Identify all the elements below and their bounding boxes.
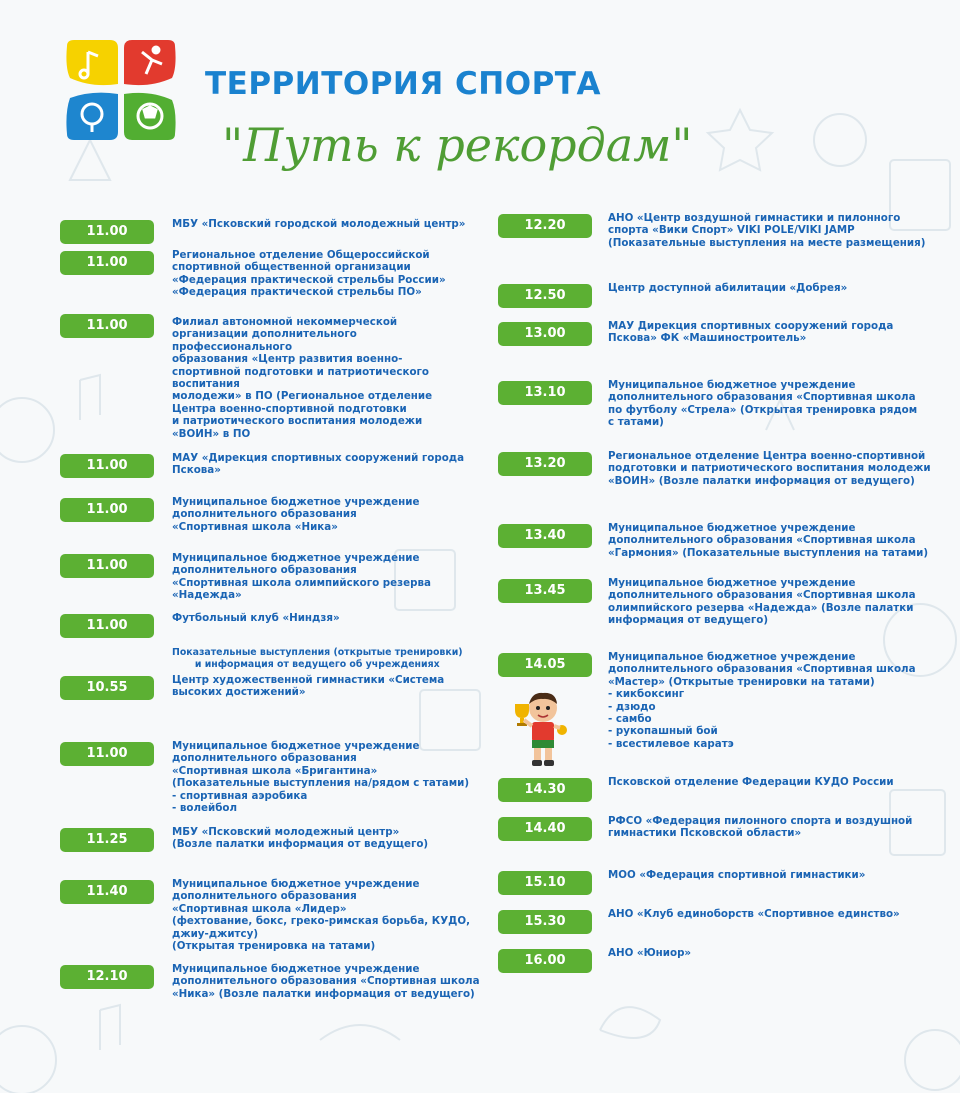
left-event-description: Муниципальное бюджетное учреждение дополнительного образования «Спортивная школа «Бригантина» (Показательные выступления на/рядом с татами) - спортивная аэробика - волейбол — [172, 740, 470, 815]
left-event-description: Муниципальное бюджетное учреждение дополнительного образования «Спортивная школа «Лидер» (фехтование, бокс, греко-римская борьба, КУДО, джиу-джитсу) (Открытая тренировка на татами) — [172, 878, 470, 953]
left-event-description: Муниципальное бюджетное учреждение дополнительного образования «Спортивная школа олимпийского резерва «Надежда» — [172, 552, 431, 602]
right-event-description: РФСО «Федерация пилонного спорта и воздушной гимнастики Псковской области» — [608, 815, 913, 840]
right-time-badge: 12.50 — [498, 284, 592, 308]
right-event-description: Псковской отделение Федерации КУДО России — [608, 776, 894, 788]
left-time-badge: 11.00 — [60, 220, 154, 244]
left-time-badge: 11.40 — [60, 880, 154, 904]
right-event-description: АНО «Центр воздушной гимнастики и пилонного спорта «Вики Спорт» VIKI POLE/VIKI JAMP (Показательные выступления на месте размещения) — [608, 212, 926, 249]
left-event-description: МБУ «Псковский городской молодежный центр» — [172, 218, 466, 230]
left-time-badge: 11.00 — [60, 742, 154, 766]
right-event-description: Центр доступной абилитации «Добрея» — [608, 282, 848, 294]
right-event-description: АНО «Клуб единоборств «Спортивное единство» — [608, 908, 900, 920]
right-time-badge: 13.10 — [498, 381, 592, 405]
right-time-badge: 13.40 — [498, 524, 592, 548]
page-subtitle: "Путь к рекордам" — [222, 118, 693, 172]
right-time-badge: 14.30 — [498, 778, 592, 802]
right-event-description: Муниципальное бюджетное учреждение дополнительного образования «Спортивная школа по футболу «Стрела» (Открытая тренировка рядом с татами) — [608, 379, 918, 429]
page-title: ТЕРРИТОРИЯ СПОРТА — [205, 66, 601, 102]
left-event-description: Футбольный клуб «Ниндзя» — [172, 612, 340, 624]
left-event-description: Филиал автономной некоммерческой организации дополнительного профессионального образования «Центр развития военно- спортивной подготовки и патриотического воспитания молодежи» в ПО (Региональное отделение Центра военно-спортивной подготовки и патриотического воспитания молодежи «ВОИН» в ПО — [172, 316, 433, 440]
left-time-badge: 11.25 — [60, 828, 154, 852]
left-event-description: Региональное отделение Общероссийской спортивной общественной организации «Федерация практической стрельбы России» «Федерация практической стрельбы ПО» — [172, 249, 446, 299]
right-time-badge: 13.45 — [498, 579, 592, 603]
right-time-badge: 13.00 — [498, 322, 592, 346]
right-event-description: Муниципальное бюджетное учреждение дополнительного образования «Спортивная школа «Мастер» (Открытые тренировки на татами) - кикбоксинг - дзюдо - самбо - рукопашный бой - всестилевое каратэ — [608, 651, 916, 750]
right-time-badge: 13.20 — [498, 452, 592, 476]
left-event-description: Муниципальное бюджетное учреждение дополнительного образования «Спортивная школа «Ника» (Возле палатки информация от ведущего) — [172, 963, 480, 1000]
left-time-badge: 12.10 — [60, 965, 154, 989]
left-time-badge: 11.00 — [60, 614, 154, 638]
left-time-badge: 11.00 — [60, 454, 154, 478]
left-column-note: Показательные выступления (открытые тренировки) и информация от ведущего об учреждениях — [172, 647, 463, 670]
right-time-badge: 12.20 — [498, 214, 592, 238]
left-time-badge: 11.00 — [60, 554, 154, 578]
left-event-description: МБУ «Псковский молодежный центр» (Возле палатки информация от ведущего) — [172, 826, 429, 851]
territory-sport-logo — [62, 38, 180, 142]
right-event-description: МОО «Федерация спортивной гимнастики» — [608, 869, 866, 881]
mascot-boy-with-trophy-icon — [512, 690, 574, 768]
left-time-badge: 11.00 — [60, 314, 154, 338]
right-event-description: МАУ Дирекция спортивных сооружений города Пскова» ФК «Машиностроитель» — [608, 320, 894, 345]
right-time-badge: 16.00 — [498, 949, 592, 973]
right-event-description: Муниципальное бюджетное учреждение дополнительного образования «Спортивная школа «Гармония» (Показательные выступления на татами) — [608, 522, 929, 559]
right-time-badge: 15.30 — [498, 910, 592, 934]
left-event-description: Муниципальное бюджетное учреждение дополнительного образования «Спортивная школа «Ника» — [172, 496, 420, 533]
right-time-badge: 14.05 — [498, 653, 592, 677]
left-time-badge: 11.00 — [60, 498, 154, 522]
right-time-badge: 14.40 — [498, 817, 592, 841]
right-event-description: АНО «Юниор» — [608, 947, 692, 959]
left-time-badge: 10.55 — [60, 676, 154, 700]
left-event-description: МАУ «Дирекция спортивных сооружений города Пскова» — [172, 452, 465, 477]
right-time-badge: 15.10 — [498, 871, 592, 895]
right-event-description: Региональное отделение Центра военно-спортивной подготовки и патриотического воспитания молодежи «ВОИН» (Возле палатки информация от ведущего) — [608, 450, 931, 487]
left-time-badge: 11.00 — [60, 251, 154, 275]
left-event-description: Центр художественной гимнастики «Система высоких достижений» — [172, 674, 445, 699]
right-event-description: Муниципальное бюджетное учреждение дополнительного образования «Спортивная школа олимпийского резерва «Надежда» (Возле палатки информация от ведущего) — [608, 577, 916, 627]
